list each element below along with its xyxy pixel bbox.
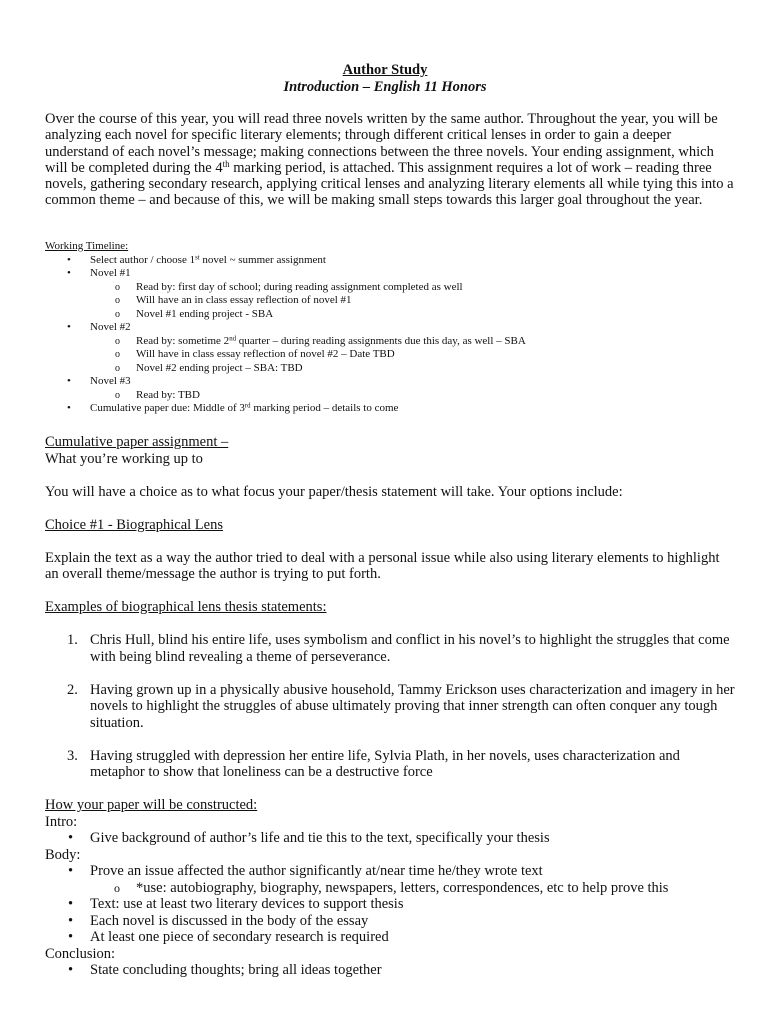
intro-item: • Give background of author’s life and tie this to the text, specifically your thesis <box>45 830 735 847</box>
example-number: 1. <box>67 632 78 648</box>
choice-1-text: Explain the text as a way the author tried to deal with a personal issue while also using literary elements to highlight an overall theme/message the author is trying to put forth. <box>45 549 720 582</box>
body-subitem: o *use: autobiography, biography, newspapers, letters, correspondences, etc to help prove this <box>45 880 735 897</box>
assignment-section <box>45 434 735 979</box>
example-text: Chris Hull, blind his entire life, uses symbolism and conflict in his novel’s to highlight the struggles that come with being blind revealing a theme of perseverance. <box>90 632 730 665</box>
timeline-subitem: o Read by: TBD <box>45 389 735 403</box>
timeline-subitem: o Will have an in class essay reflection of novel #1 <box>45 294 735 308</box>
example-number: 3. <box>67 747 78 764</box>
construct-heading: How your paper will be constructed: <box>45 797 258 813</box>
example-item <box>45 632 735 665</box>
timeline-item-novel-1: • Novel #1 <box>45 267 735 281</box>
page-title: Author Study <box>342 62 428 78</box>
timeline-list <box>45 254 735 416</box>
spacer <box>45 583 735 600</box>
timeline-sup: nd <box>229 334 236 342</box>
spacer <box>45 616 735 633</box>
timeline-item-novel-3: • Novel #3 <box>45 375 735 389</box>
intro-sup: th <box>222 158 230 169</box>
example-number: 2. <box>67 681 78 698</box>
choice-1-heading: Choice #1 - Biographical Lens <box>45 516 223 533</box>
timeline-text: Read by: sometime 2 <box>136 334 230 347</box>
timeline-subitem: o Novel #1 ending project - SBA <box>45 308 735 322</box>
timeline-text: marking period – details to come <box>250 402 399 414</box>
example-text: Having grown up in a physically abusive household, Tammy Erickson uses characterization and imagery in her novels to highlight the struggles of abuse ultimately proving that inner strength can often conquer any tough situation. <box>90 681 735 731</box>
working-timeline <box>45 240 735 416</box>
timeline-sup: rd <box>244 402 251 410</box>
timeline-subitem: o Novel #2 ending project – SBA: TBD <box>45 362 735 376</box>
example-text: Having struggled with depression her entire life, Sylvia Plath, in her novels, uses characterization and metaphor to show that loneliness can be a destructive force <box>90 747 680 780</box>
assignment-subheading: What you’re working up to <box>45 450 203 467</box>
body-label: Body: <box>45 846 81 863</box>
timeline-subitem <box>45 335 735 349</box>
intro-text-2: marking period, is attached. This assignment requires a lot of work – reading three novels, gathering secondary research, applying critical lenses and analyzing literary elements all while tying this into a common theme – and because of this, we will be making small steps towards this larger goal throughout the year. <box>45 159 734 209</box>
timeline-subitem: o Will have in class essay reflection of novel #2 – Date TBD <box>45 348 735 362</box>
intro-paragraph <box>45 111 735 209</box>
examples-list <box>45 632 735 781</box>
timeline-text: Cumulative paper due: Middle of 3 <box>90 402 245 414</box>
spacer <box>45 533 735 550</box>
timeline-item-novel-2: • Novel #2 <box>45 321 735 335</box>
timeline-text: novel ~ summer assignment <box>199 253 326 266</box>
timeline-text: Select author / choose 1 <box>90 253 196 266</box>
spacer <box>45 467 735 484</box>
intro-list <box>45 830 735 847</box>
timeline-subitem: o Read by: first day of school; during reading assignment completed as well <box>45 281 735 295</box>
body-item: • Each novel is discussed in the body of the essay <box>45 913 735 930</box>
example-item <box>45 682 735 732</box>
timeline-text: quarter – during reading assignments due this day, as well – SBA <box>236 334 526 347</box>
timeline-sup: st <box>195 253 200 261</box>
body-list <box>45 863 735 946</box>
page-subtitle: Introduction – English 11 Honors <box>283 79 487 95</box>
body-item: • At least one piece of secondary research is required <box>45 929 735 946</box>
body-item: • Text: use at least two literary devices to support thesis <box>45 896 735 913</box>
body-item: • Prove an issue affected the author significantly at/near time he/they wrote text <box>45 863 735 880</box>
spacer <box>45 500 735 517</box>
example-item <box>45 748 735 781</box>
conclusion-label: Conclusion: <box>45 945 116 962</box>
timeline-item-cumulative <box>45 402 735 416</box>
assignment-heading: Cumulative paper assignment – <box>45 434 229 450</box>
examples-heading: Examples of biographical lens thesis statements: <box>45 599 327 615</box>
intro-text-1: Over the course of this year, you will read three novels written by the same author. Throughout the year, you will be analyzing each novel for specific literary elements; through different critical lenses in order to gain a deeper understand of each novel’s message; making connections between the three novels. Your ending assignment, which will be completed during the 4 <box>45 111 718 176</box>
conclusion-item: • State concluding thoughts; bring all ideas together <box>45 962 735 979</box>
conclusion-list <box>45 962 735 979</box>
timeline-item-select-author <box>45 254 735 268</box>
intro-label: Intro: <box>45 813 78 830</box>
choice-intro-text: You will have a choice as to what focus your paper/thesis statement will take. Your options include: <box>45 483 623 500</box>
title-block <box>0 62 770 96</box>
timeline-heading: Working Timeline: <box>45 240 129 252</box>
